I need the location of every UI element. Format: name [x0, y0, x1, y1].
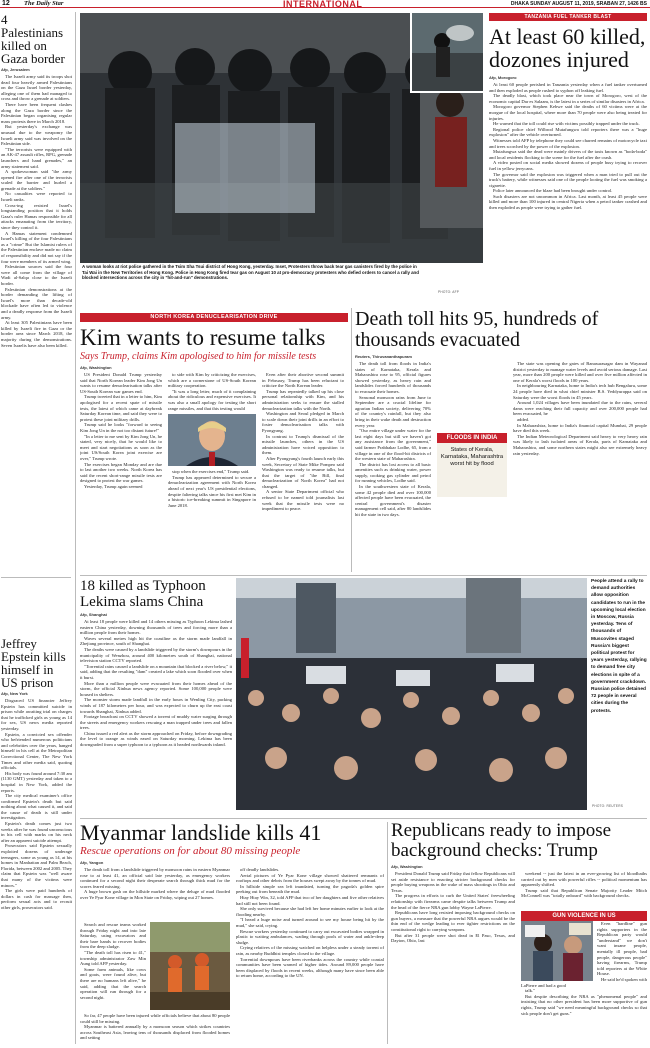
paragraph: Aerial pictures of Ye Pyar Kone village showed shattered remnants of rooftops and other debris from the houses swept away by the tonnes of mud.: [236, 872, 384, 884]
protesters-image: [521, 921, 593, 981]
paragraph: The Indian Meteorological Department said heavy to very heavy rain was likely to lash isolated areas of Kerala, parts of Karnataka and Maharashtra, and some northern states might also see extremely heavy rain yesterday.: [513, 433, 647, 456]
subhead: Rescue operations on for about 80 missing people: [80, 845, 301, 857]
byline: Afp, Washington: [391, 864, 423, 869]
paragraph: Epstein, a convicted sex offender who befriended numerous politicians and celebrities over the years, hanged himself in his cell at the Metropolitan Correctional Center, The New York Times and other media said, quoting officials.: [1, 731, 72, 771]
paragraph: Around 1,024 villages have been inundated due to the rains, several dams were reaching their full capacity and over 200,000 people had been evacuated, he: [513, 400, 647, 417]
paragraph: A video posted on social media showed dozens of people busy trying to recover fuel in yellow jerrycans.: [489, 160, 647, 171]
byline: Afp, Shanghai: [80, 612, 107, 617]
floods-story: [355, 309, 647, 571]
paragraph: But yesterday's exchange was unusual due to the weaponry the Israeli army said was involved on the Palestinian side.: [1, 124, 72, 147]
divider: [80, 818, 647, 819]
paragraph: "The death toll has risen to 41," township administrator Zaw Min Aung told AFP yesterday.: [80, 949, 146, 967]
page-number: 12: [2, 0, 10, 7]
paragraph: A senior State Department official who refused to be named told journalists last week that the missile tests were no impediment to peace.: [262, 489, 344, 512]
paragraph: Waves several metres high hit the coastline as the storm made landfall in Zhejiang province, south of Shanghai.: [80, 635, 232, 647]
tanzania-story: [489, 25, 647, 297]
paragraph: But after 31 people were shot dead in El Paso, Texas, and Dayton, Ohio, last: [391, 932, 515, 944]
paragraph: The Israeli army said its troops shot dead four heavily armed Palestinians on the Gaza Israel border yesterday, alleging one of them had managed to cross and throw a grenade at soldiers.: [1, 74, 72, 102]
paragraph: Regional police chief Wilbrod Mutafungwa told reporters there was a "huge explosion" after the vehicle overturned.: [489, 126, 647, 138]
paragraph: The progress in efforts to curb the United States' freewheeling relationship with firearms came despite talks between Trump and the head of the fierce NRA gun lobby Wayne LaPierre.: [391, 893, 515, 910]
headline: Kim wants to resume talks: [80, 325, 326, 350]
paragraph: He said he'd spoken with LaPierre and had a good: [521, 976, 647, 988]
hong-kong-photo: [80, 13, 483, 263]
paper-name: The Daily Star: [24, 0, 64, 7]
paragraph: stop when the exercises end," Trump said.: [172, 469, 250, 475]
republicans-col-2a: [521, 871, 647, 911]
paragraph: China issued a red alert as the storm approached on Friday, before downgrading the level to orange as winds eased on Saturday morning. Lekima has been downgraded from a super typhoon to a typhoon as it headed northwards inland.: [80, 730, 232, 748]
paragraph: She only survived because she had left her home minutes earlier to look at the flooding nearby.: [236, 906, 384, 917]
myanmar-col-1c: [80, 1013, 230, 1041]
paragraph: In hillside simple sea left inundated, turning the pagoda's golden spire peeking out from beneath the mud.: [236, 883, 384, 895]
typhoon-story: [80, 578, 232, 814]
paragraph: Trump said that Republican Senate Majority Leader Mitch McConnell was "totally onboard" with background checks.: [521, 887, 647, 899]
paragraph: President Donald Trump said Friday that fellow Republicans will set aside resistance to enacting stricter background checks for people buying weapons in the wake of mass shootings in Ohio and Texas.: [391, 871, 515, 893]
inset-photo: [410, 13, 483, 93]
paragraph: Cross-ing resisted Israel's longstanding position that it holds Gaza's ruler Hamas responsible for all attacks emanating from the territory, since they control it.: [1, 202, 72, 231]
paragraph: Trump said he looks "forward to seeing Kim Jong Un in the not too distant future!": [80, 422, 162, 433]
paragraph: Such disasters are not uncommon in Africa. Last month, at least 45 people were killed and more than 100 injured in central Nigeria when a petrol tanker crashed and then exploded as people were trying to gather fuel.: [489, 193, 647, 211]
paragraph: Mutafungwa said the dead were mainly drivers of the taxis known as "boda-boda" and local residents flocking to the scene for the fuel after the crash.: [489, 149, 647, 160]
paragraph: Epstein's death comes just two weeks after he was found unconscious in his cell with marks on his neck after an apparent suicide attempt.: [1, 821, 72, 843]
epstein-story: [1, 637, 72, 1043]
floods-col-1: [355, 361, 431, 518]
paragraph: In contrast to Trump's dismissal of the missile launches, others in the US administration have voiced opposition to them.: [262, 433, 344, 456]
subhead: Says Trump, claims Kim apologised to him for missile tests: [80, 351, 317, 362]
paragraph: The monster storm made landfall in the early hours in Wenling City, packing winds of 187 kilometres per hour, and was expected to churn up the east coast towards Shanghai, Xinhua added.: [80, 697, 232, 714]
divider: [387, 822, 388, 1044]
byline: Afp, New York: [1, 691, 28, 696]
floods-infobox: [437, 433, 507, 497]
tanzania-body: [489, 82, 647, 211]
paragraph: Seasonal monsoon rains from June to September are a crucial lifeline for agrarian Indian society, delivering 70% of the country's rainfall, but they also bring in their wake death and destruction every year.: [355, 394, 431, 428]
divider: [80, 575, 647, 576]
paragraph: In the southwestern state of Kerala, some 42 people died and over 100,000 affected people have been evacuated, the central government's disaster management cell said, after 80 landslides hit the state in two days.: [355, 484, 431, 518]
paragraph: At least 60 people perished in Tanzania yesterday when a fuel tanker overturned and then exploded as people rushed to syphon off leaking fuel.: [489, 82, 647, 93]
headline: Death toll hits 95, hundreds of thousands evacuated: [355, 309, 599, 351]
byline: Afp, Morogoro: [489, 75, 517, 80]
paragraph: Washington and Seoul pledged in March to scale down their joint drills in an effort to foster denuclearisation talks with Pyongyang.: [262, 411, 344, 433]
paragraph: Htay Htay Win, 32, told AFP that two of her daughters and five other relatives had still not been found.: [236, 894, 384, 906]
myanmar-story: [80, 821, 384, 1044]
issue-date: DHAKA SUNDAY AUGUST 11, 2019, SRABAN 27, 1426 BS: [510, 1, 647, 7]
paragraph: "Our entire village under water for the last eight days but still we haven't got any assistance from the government," said farmer Prabhakar Lodhe, 65, from a village in one of the flood-hit districts of the western state of Maharashtra.: [355, 428, 431, 462]
infobox-title: FLOODS IN INDIA: [437, 433, 507, 443]
headline: At least 60 killed, dozones injured: [489, 25, 646, 72]
paragraph: Prosecutors said Epstein sexually exploited dozens of underage teenagers, some as young as 14, at his homes in Manhattan and Palm Beach, Florida, between 2002 and 2005. They claim that Epstein was "well aware that many of the victims were minors.": [1, 843, 72, 888]
paragraph: Disgraced US financier Jeffrey Epstein has committed suicide in prison while awaiting trial on charges that he trafficked girls as young as 14 for sex, US news media reported yesterday.: [1, 698, 72, 731]
byline: Reuters, Thiruvananthapuram: [355, 354, 412, 359]
paragraph: The exercises began Monday and are due to last another two weeks. North Korea has said the recent short-range missile tests are designed to protest the war games.: [80, 461, 162, 484]
paragraph: But despite describing the NRA as "phenomenal people" and insisting that no other president has been more supportive of gun rights, Trump said "we need meaningful background checks so that sick people don't get guns.": [521, 993, 647, 1016]
paragraph: There have been frequent clashes along the Gaza border since the Palestinian began organising regular mass protests there in March 2018.: [1, 101, 72, 124]
paragraph: Search and rescue teams worked through Friday night and into late Saturday, using excavators and their bare hands to recover bodies from the deep sludge.: [80, 922, 146, 950]
paragraph: The deaths were caused by a landslide triggered by the storm's downpours in the municipality of Wenzhou, around 400 kilometres south of Shanghai, national television station CCTV reported.: [80, 646, 232, 664]
paragraph: A huge brown gash on the hillside marked where the deluge of mud flooded over Ye Pyar Kone village in Mon State on Friday, wiping out 27 homes.: [80, 889, 230, 900]
paragraph: Trump has appeared determined to secure a denuclearization agreement with North Korea ahead of next year's US presidential elections, despite faltering talks since his first met Kim in a historic ice-breaking summit in Singapore in June 2018.: [168, 474, 256, 508]
headline: Jeffrey Epstein kills himself in US prison: [1, 637, 66, 690]
paragraph: Trump has repeatedly talked up his close personal relationship with Kim, and his administration seeks to ensure the stalled denuclearization talks with the North.: [262, 388, 344, 411]
paragraph: to side with Kim by criticizing the exercises, which are a cornerstone of US-South Korean military cooperation.: [168, 372, 256, 389]
paragraph: Palestinian sources said the four were all come from the village of Wadi al-Salqa close to the Israeli border.: [1, 264, 72, 286]
paragraph: Even "hardline" gun rights supporters in the Republican party would "understand" we don't want insane people, mentally ill people, bad people, dangerous people" having firearms, Trump told reporters at the White House.: [597, 921, 647, 977]
headline: 18 killed as Typhoon Lekima slams China: [80, 578, 206, 610]
paragraph: He warned that the toll could rise with victims possibly trapped under the truck.: [493, 121, 640, 127]
divider: [75, 12, 76, 1044]
divider: [351, 308, 352, 572]
box-title: GUN VIOLENCE IN US: [521, 911, 647, 921]
gaza-story: [1, 13, 72, 573]
section-kicker: TANZANIA FUEL TANKER BLAST: [489, 13, 647, 21]
republicans-col-1: [391, 871, 515, 1016]
paragraph: Footage broadcast on CCTV showed a torrent of muddy water surging through the streets and emergency workers rescuing a man trapped under trees and fallen trees.: [80, 714, 232, 731]
photo-credit: PHOTO: REUTERS: [592, 804, 624, 808]
kim-story: [80, 325, 348, 571]
paragraph: In Maharashtra, home to India's financial capital Mumbai, 29 people have died this week.: [513, 422, 647, 434]
floods-col-2: [513, 361, 647, 497]
trump-portrait: [168, 414, 256, 466]
photo-credit: PHOTO: AFP: [438, 290, 460, 294]
paragraph: Witnesses told AFP by telephone they could see charred remains of motorcycle taxi and trees scorched by the power of the explosion.: [489, 137, 647, 149]
divider: [1, 577, 71, 578]
gun-violence-box: [521, 911, 647, 1016]
byline: Afp, Washington: [80, 365, 112, 370]
epstein-body: [1, 698, 72, 911]
paragraph: added.: [517, 416, 530, 422]
paragraph: talk.": [525, 988, 535, 994]
paragraph: "The terrorists were equipped with an AK-47 assault rifles, RPG, grenade launchers and hand grenades," an army statement said.: [1, 146, 72, 169]
paragraph: Trump tweeted that in a letter to him, Kim apologised for a recent spate of missile tests, the latest of which came at daybreak Saturday Korean time, and said they were to protest these joint military drills.: [80, 394, 162, 422]
hong-kong-caption: A woman looks at riot police gathered in the Tsim Sha Tsui district of Hong Kong, yesterday. Inset, Protesters throw back tear gas canisters fired by the police in Tai Wai in the New Territories of Hong Kong. Police in Hong Kong fired tear gas on August 10 at pro-democracy protesters who defied orders to cancel a rally and blocked intersections across the city in "hit-and-run" demonstrations.: [82, 264, 419, 281]
paragraph: So far, 47 people have been injured while officials believe that about 80 people could still be missing.: [80, 1013, 230, 1024]
paragraph: The state was opening the gates of Banasurasagar dam in Wayanad district yesterday to manage water levels and avoid serious damage. Last year, more than 200 people were killed and over five million affected in one of Kerala's worst floods in 100 years.: [513, 361, 647, 383]
paragraph: Myanmar is battered annually by a monsoon season which strikes countries across Southeast Asia, leaving tens of thousands displaced from flooded homes and setting: [80, 1024, 230, 1041]
paragraph: The district has lost access to all basic amenities such as drinking water, power supply, cooking gas cylinder and petrol for running vehicles, Lodhe said.: [355, 461, 431, 484]
paragraph: "I heard a huge noise and turned around to see my house being hit by the mud," she said, crying.: [236, 917, 384, 928]
paragraph: weekend -- just the latest in an ever-growing list of bloodbaths carried out by men with powerful rifles -- political momentum has apparently shifted.: [521, 871, 647, 888]
kim-col-2a: [168, 372, 256, 411]
paragraph: Palestinian demonstrations at the border demanding the lifting of Israel's more than decade-old blockade have often led to violence and a deadly response from the Israeli army.: [1, 286, 72, 320]
byline: Afp, Yangon: [80, 860, 104, 865]
paragraph: More than a million people were evacuated from their homes ahead of the storm, the official Xinhua news agency reported. Some 100,000 people were housed in shelters.: [80, 680, 232, 697]
section-name: INTERNATIONAL: [283, 0, 363, 9]
paragraph: The deadly blast, which took place near the town of Morogoro, west of the economic capital Dar es Salaam, is the latest in a series of similar disasters in Africa.: [489, 93, 647, 104]
paragraph: Crying relatives of the missing watched on helpless under a steady torrent of rain, as nearby Buddhist temples closed to the village.: [236, 945, 384, 956]
paragraph: Even after their abortive second summit in February, Trump has been reluctant to criticize the North Korean leader.: [262, 372, 344, 389]
kim-col-2b: [168, 469, 256, 508]
paragraph: "Torrential rains caused a landslide on a mountain that blocked a river below," it said, adding that the resulting "dam" created a lake which soon flooded over when it burst.: [80, 663, 232, 680]
paragraph: After Pyongyang's fourth launch early this week, Secretary of State Mike Pompeo said Washington was ready to resume talks, but that the target of "the Bill, final denuclearization of North Korea" had not changed.: [262, 455, 345, 489]
infobox-text: States of Kerala, Karnataka, Maharashtra worst hit by flood: [440, 447, 504, 467]
paragraph: His body was found around 7:30 am (1130 GMT) yesterday and taken to a hospital in New York, added the reports.: [1, 770, 72, 793]
paragraph: The death toll from floods in India's states of Karnataka, Kerala and Maharashtra rose to 95, official figures showed yesterday, as heavy rain and landslides forced hundreds of thousands to evacuate their homes.: [355, 361, 431, 394]
paragraph: The governor said the explosion was triggered when a man tried to pull out the truck's battery, while witnesses said one of the people looting the fuel was smoking a cigarette.: [489, 171, 647, 188]
headline: Myanmar landslide kills 41: [80, 821, 322, 845]
gaza-body: [1, 74, 72, 348]
moscow-rally-photo: [236, 578, 587, 810]
paragraph: Yesterday, Trump again seemed: [84, 483, 143, 489]
paragraph: The city medical examiner's office confirmed Epstein's death but said nothing about what caused it, and said the cause of death is still under investigation.: [1, 793, 72, 821]
myanmar-col-2: [236, 867, 384, 1041]
typhoon-body: [80, 619, 232, 748]
rescue-workers-image: [150, 922, 230, 1010]
paragraph: At least 18 people were killed and 14 others missing as Typhoon Lekima lashed eastern China yesterday, downing thousands of trees and forcing more than a million people from their homes.: [80, 619, 232, 636]
paragraph: Torrential downpours have been riverbanks across the country while coastal communities have been warned of higher tides. Around 89,000 people have been displaced by floods in recent weeks, although many have since been able to return home, according to the UN.: [236, 956, 384, 979]
paragraph: The girls were paid hundreds of dollars in cash for massage then, perform sexual acts and to recruit other girls, prosecutors said.: [1, 888, 72, 910]
paragraph: No casualties were reported to Israeli ranks.: [1, 191, 72, 203]
paragraph: US President Donald Trump yesterday said that North Korean leader Kim Jong Un wants to resume denuclearisation talks after US-South Korean war games end.: [80, 372, 162, 394]
paragraph: In neighbouring Karnataka, home to India's tech hub Bengaluru, some 24 people have died in what chief minister B.S. Yeddyurappa said on Saturday were the worst floods in 45 years.: [513, 383, 647, 400]
rescue-photo: [80, 922, 230, 1010]
myanmar-col-1a: [80, 867, 230, 919]
myanmar-col-1b: [80, 922, 146, 1010]
paragraph: Police later announced the blaze had been brought under control.: [493, 188, 613, 194]
paragraph: off deadly landslides.: [240, 867, 280, 872]
paragraph: A Hamas statement condemned Israel's killing of the four Palestinians as a "crime" But the Islamist rulers of the Palestinian enclave made no claim of responsibility and did not say if the four were members of its armed wing.: [1, 230, 72, 264]
kim-col-1: [80, 372, 162, 512]
headline: Republicans ready to impose background checks: Trump: [391, 821, 612, 861]
crowd-image: [236, 578, 587, 810]
paragraph: Morogoro governor Stephen Kebwe said the deaths of 60 victims were at the morgue of the local hospital, where more than 70 people were also being treated for injuries.: [489, 104, 647, 121]
paragraph: Some farm animals, like cows and goats, were found alive, but there are no humans left alive," he said, adding that the search operation will run through for a second night.: [80, 966, 146, 1000]
paragraph: A spokeswoman said "the army opened fire after one of the terrorists scaled the barrier and hurled a grenade at the soldiers.": [1, 169, 72, 191]
paragraph: The death toll from a landslide triggered by monsoon rains in eastern Myanmar rose to at least 41, an official said late yesterday, as emergency workers continued for a second night their desperate search through thick mud for the scores feared missing.: [80, 867, 230, 889]
paragraph: At least 305 Palestinians have been killed by Israeli fire in Gaza or the border area since March 2018, the majority during the demonstrations. Seven Israelis have also been killed.: [1, 320, 72, 348]
paragraph: "In a letter to me sent by Kim Jong Un, he stated, very nicely, that he would like to meet and start negotiations as soon as the joint US/South Korea joint exercise are over," Trump wrote.: [80, 433, 162, 461]
paragraph: "It was a long letter, much of it complaining about the ridiculous and expensive exercises. It was also a small apology for testing the short range missiles, and that this testing would: [168, 388, 256, 411]
republicans-story: [391, 821, 647, 1044]
byline: Afp, Jerusalem: [1, 67, 30, 72]
moscow-caption: People attend a rally to demand authorities allow opposition candidates to run in the upcoming local election in Moscow, Russia yesterday. Tens of thousands of Muscovites staged Russia's biggest political protest for years yesterday, rallying to demand free city elections in spite of a government crackdown. Russian police detained 72 people in several cities during the protests.: [591, 579, 647, 714]
headline: 4 Palestinians killed on Gaza border: [1, 13, 65, 66]
paragraph: Rescue workers yesterday continued to carry out excavated bodies wrapped in plastic to waiting ambulances, wading through pools of water and ankle-deep sludge.: [236, 928, 384, 945]
kim-col-3: [262, 372, 344, 512]
paragraph: Republicans have long resisted imposing background checks on gun buyers, a measure that the powerful NRA argues would be the thin end of the wedge leading to ever tighter restrictions on the constitutional right to carrying weapons.: [391, 910, 515, 932]
section-kicker: NORTH KOREA DENUCLEARISATION DRIVE: [80, 313, 348, 322]
masthead: [0, 0, 650, 8]
